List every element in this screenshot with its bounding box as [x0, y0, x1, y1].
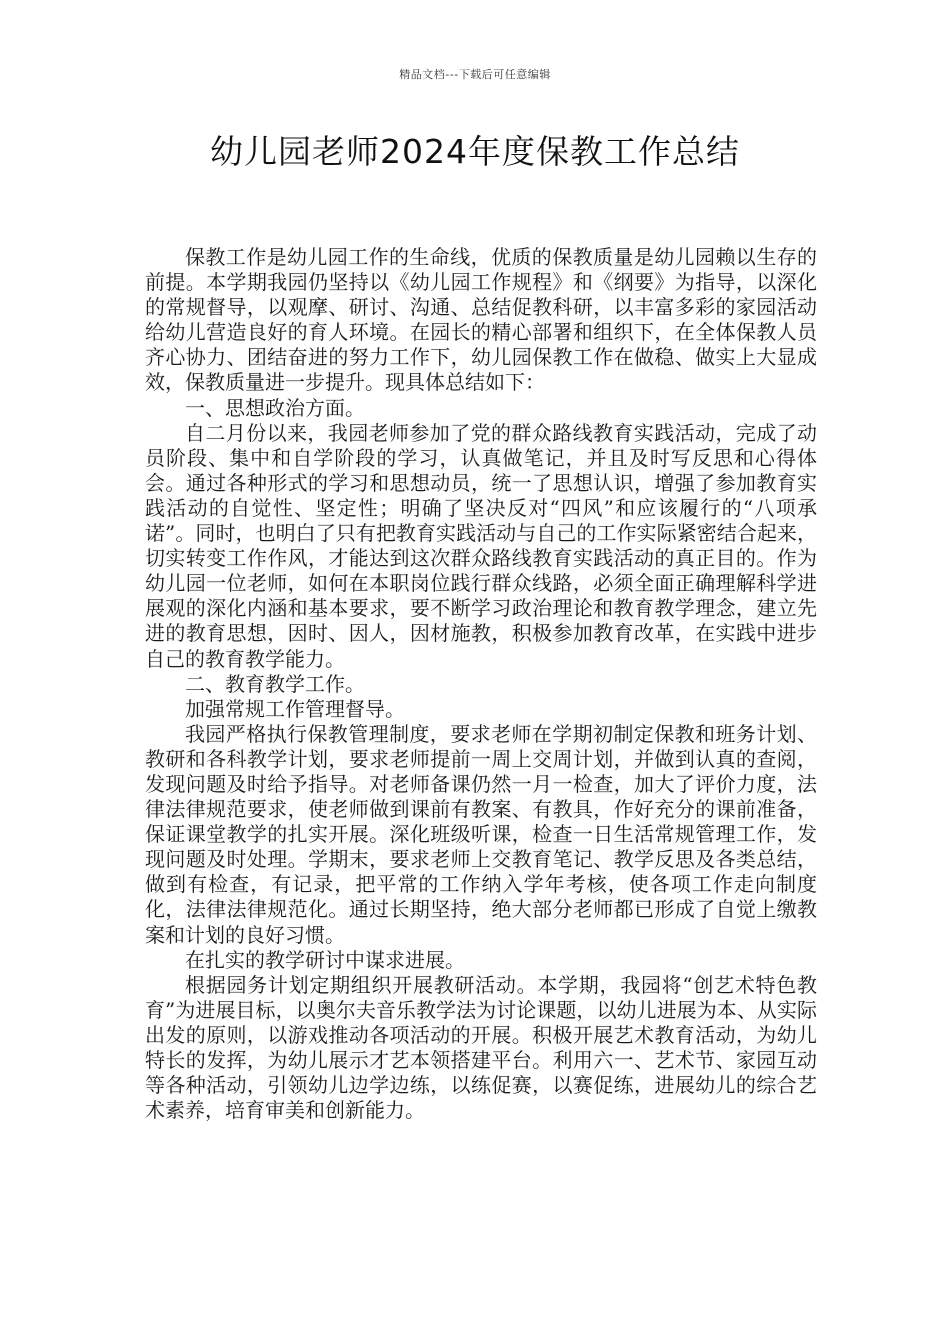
paragraph-politics: 自二月份以来，我园老师参加了党的群众路线教育实践活动，完成了动员阶段、集中和自学阶段的学习，认真做笔记，并且及时写反思和心得体会。通过各种形式的学习和思想动员，统一了思想认识，增强了参加教育实践活动的自觉性、坚定性；明确了坚决反对“四风”和应该履行的“八项承诺”。同时，也明白了只有把教育实践活动与自己的工作实际紧密结合起来，切实转变工作作风，才能达到这次群众路线教育实践活动的真正目的。作为幼儿园一位老师，如何在本职岗位践行群众线路，必须全面正确理解科学进展观的深化内涵和基本要求，要不断学习政治理论和教育教学理念，建立先进的教育思想，因时、因人，因材施教，积极参加教育改革，在实践中进步自己的教育教学能力。	[145, 420, 817, 671]
paragraph-teaching-research: 根据园务计划定期组织开展教研活动。本学期，我园将“创艺术特色教育”为进展目标，以奥尔夫音乐教学法为讨论课题，以幼儿进展为本、从实际出发的原则，以游戏推动各项活动的开展。积极开展艺术教育活动，为幼儿特长的发挥，为幼儿展示才艺本领搭建平台。利用六一、艺术节、家园互动等各种活动，引领幼儿边学边练，以练促赛，以赛促练，进展幼儿的综合艺术素养，培育审美和创新能力。	[145, 972, 817, 1123]
paragraph-intro: 保教工作是幼儿园工作的生命线，优质的保教质量是幼儿园赖以生存的前提。本学期我园仍坚持以《幼儿园工作规程》和《纲要》为指导，以深化的常规督导，以观摩、研讨、沟通、总结促教科研，以丰富多彩的家园活动给幼儿营造良好的育人环境。在园长的精心部署和组织下，在全体保教人员齐心协力、团结奋进的努力工作下，幼儿园保教工作在做稳、做实上大显成效，保教质量进一步提升。现具体总结如下：	[145, 245, 817, 395]
paragraph-routine-management: 我园严格执行保教管理制度，要求老师在学期初制定保教和班务计划、教研和各科教学计划，要求老师提前一周上交周计划，并做到认真的查阅，发现问题及时给予指导。对老师备课仍然一月一检查，加大了评价力度，法律法律规范要求，使老师做到课前有教案、有教具，作好充分的课前准备，保证课堂教学的扎实开展。深化班级听课，检查一日生活常规管理工作，发现问题及时处理。学期末，要求老师上交教育笔记、教学反思及各类总结，做到有检查，有记录，把平常的工作纳入学年考核，使各项工作走向制度化，法律法律规范化。通过长期坚持，绝大部分老师都已形成了自觉上缴教案和计划的良好习惯。	[145, 721, 817, 947]
document-body	[145, 245, 817, 1123]
section-heading-teaching: 二、教育教学工作。	[185, 671, 365, 696]
document-title: 幼儿园老师2024年度保教工作总结	[210, 132, 740, 171]
subheading-teaching-research: 在扎实的教学研讨中谋求进展。	[185, 947, 465, 972]
header-note: 精品文档---下载后可任意编辑	[399, 68, 551, 81]
section-heading-politics: 一、思想政治方面。	[185, 395, 365, 420]
subheading-routine-management: 加强常规工作管理督导。	[185, 696, 405, 721]
